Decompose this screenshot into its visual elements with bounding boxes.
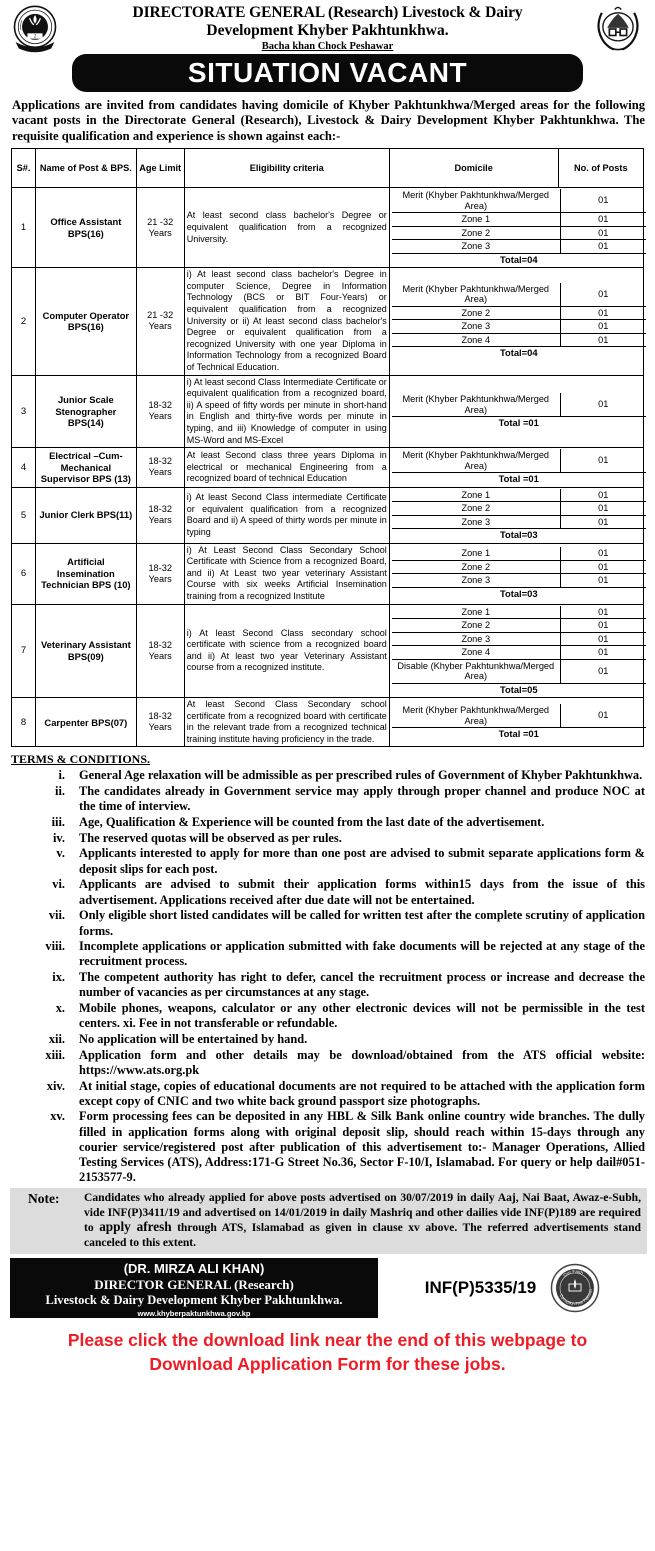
cell-post-name: Office Assistant BPS(16) bbox=[36, 188, 136, 268]
situation-vacant-banner-wrap bbox=[0, 54, 655, 92]
table-row bbox=[12, 188, 644, 268]
note-block bbox=[10, 1188, 647, 1254]
terms-item bbox=[11, 1109, 645, 1185]
cell-domicile-group bbox=[389, 604, 643, 698]
domicile-total: Total=04 bbox=[499, 347, 538, 359]
terms-item bbox=[11, 768, 645, 783]
terms-item-text: Incomplete applications or application submitted with fake documents will be rejected at any stage of the recruitment process. bbox=[79, 939, 645, 969]
domicile-name: Merit (Khyber Pakhtunkhwa/Merged Area) bbox=[392, 704, 561, 728]
domicile-post-count: 01 bbox=[560, 632, 646, 646]
cell-domicile-group bbox=[389, 487, 643, 543]
terms-item-text: At initial stage, copies of educational documents are not required to be attached with the application form except copy of CNIC and two white back ground passport size photographs. bbox=[79, 1078, 645, 1108]
domicile-name: Zone 4 bbox=[392, 646, 561, 660]
domicile-name: Zone 3 bbox=[392, 240, 561, 254]
cell-sn: 4 bbox=[12, 448, 36, 488]
terms-item-number: xv. bbox=[50, 1109, 65, 1124]
terms-item bbox=[11, 1048, 645, 1078]
domicile-breakdown-table bbox=[392, 489, 646, 542]
domicile-row bbox=[392, 240, 646, 254]
domicile-post-count: 01 bbox=[560, 646, 646, 660]
domicile-row bbox=[392, 560, 646, 574]
vacancy-table bbox=[11, 148, 644, 747]
domicile-name: Zone 1 bbox=[392, 489, 561, 502]
domicile-post-count: 01 bbox=[560, 659, 646, 683]
inf-code-area bbox=[378, 1258, 647, 1318]
cell-age-limit: 18-32 Years bbox=[136, 698, 184, 747]
note-text-part2: through ATS, Islamabad as given in clause xv above. The referred advertisements stand canceled to this extent. bbox=[84, 1221, 641, 1249]
domicile-name: Merit (Khyber Pakhtunkhwa/Merged Area) bbox=[392, 449, 561, 473]
domicile-name: Merit (Khyber Pakhtunkhwa/Merged Area) bbox=[392, 283, 561, 307]
terms-item-number: vii. bbox=[48, 908, 65, 923]
org-name-line1: DIRECTORATE GENERAL (Research) Livestock & Dairy bbox=[132, 4, 523, 21]
cell-eligibility: i) At Least Second Class Secondary School Certificate with Science from a recognized Board, and ii) At Least two year veterinary Assistant Course with six weeks Artificial Insemination training from a recognized Institute bbox=[184, 543, 389, 604]
cell-post-name: Veterinary Assistant BPS(09) bbox=[36, 604, 136, 698]
column-header-sn: S#. bbox=[12, 149, 36, 188]
domicile-row bbox=[392, 320, 646, 334]
terms-item-text: General Age relaxation will be admissible as per prescribed rules of Government of Khyber Pakhtunkhwa. bbox=[79, 768, 643, 783]
table-row bbox=[12, 448, 644, 488]
intro-paragraph: Applications are invited from candidates having domicile of Khyber Pakhtunkhwa/Merged areas for the following vacant posts in the Directorate General (Research), Livestock & Dairy Development Khyber Pakhtunkhwa. The requisite qualification and experience is shown against each:- bbox=[12, 98, 645, 143]
terms-item-text: Only eligible short listed candidates will be called for written test after the complete scrutiny of application forms. bbox=[79, 908, 645, 938]
domicile-post-count: 01 bbox=[560, 189, 646, 213]
domicile-post-count: 01 bbox=[560, 704, 646, 728]
terms-item bbox=[11, 846, 645, 876]
terms-item-text: Applicants are advised to submit their application forms within15 days from the issue of this advertisement. Applications received after due date will not be entertained. bbox=[79, 877, 645, 907]
domicile-post-count: 01 bbox=[560, 502, 646, 516]
domicile-post-count: 01 bbox=[560, 306, 646, 320]
domicile-total-row bbox=[392, 529, 646, 542]
cell-post-name: Artificial Insemination Technician BPS (10) bbox=[36, 543, 136, 604]
cell-eligibility: i) At least second Class Intermediate Certificate or equivalent qualification from a recognized board, ii) A speed of fifty words per minute in short-hand in English and thirty-five words per minute in typing, and iii) Knowledge of computer in using MS-Word and MS-Excel bbox=[184, 375, 389, 448]
domicile-name: Zone 2 bbox=[392, 560, 561, 574]
org-name-line2: Development Khyber Pakhtunkhwa. bbox=[206, 22, 449, 39]
cell-age-limit: 18-32 Years bbox=[136, 375, 184, 448]
domicile-row bbox=[392, 659, 646, 683]
domicile-post-count: 01 bbox=[560, 560, 646, 574]
terms-item-text: Mobile phones, weapons, calculator or any other electronic devices will not be permissible in the test centers. xi. Fee in not transferable or refundable. bbox=[79, 1001, 645, 1031]
domicile-row bbox=[392, 449, 646, 473]
cell-post-name: Junior Scale Stenographer BPS(14) bbox=[36, 375, 136, 448]
domicile-total-row bbox=[392, 253, 646, 266]
domicile-row bbox=[392, 547, 646, 560]
domicile-name: Merit (Khyber Pakhtunkhwa/Merged Area) bbox=[392, 393, 561, 417]
terms-item-number: xiii. bbox=[45, 1047, 65, 1062]
domicile-post-count: 01 bbox=[560, 283, 646, 307]
cell-post-name: Junior Clerk BPS(11) bbox=[36, 487, 136, 543]
terms-item-number: vi. bbox=[52, 877, 65, 892]
terms-item bbox=[11, 784, 645, 814]
cell-post-name: Computer Operator BPS(16) bbox=[36, 268, 136, 375]
domicile-total-row bbox=[392, 417, 646, 430]
domicile-post-count: 01 bbox=[560, 619, 646, 633]
terms-item bbox=[11, 1001, 645, 1031]
domicile-breakdown-table bbox=[392, 189, 646, 266]
domicile-name: Zone 2 bbox=[392, 226, 561, 240]
cell-domicile-group bbox=[389, 543, 643, 604]
cell-age-limit: 18-32 Years bbox=[136, 487, 184, 543]
domicile-row bbox=[392, 515, 646, 529]
cell-eligibility: i) At least Second Class intermediate Certificate or equivalent qualification from a recognized Board and ii) A speed of thirty words per minute in typing bbox=[184, 487, 389, 543]
terms-item-text: Age, Qualification & Experience will be counted from the last date of the advertisement. bbox=[79, 815, 545, 830]
terms-item bbox=[11, 908, 645, 938]
cell-eligibility: At least second class bachelor's Degree or equivalent qualification from a recognized University. bbox=[184, 188, 389, 268]
domicile-name: Zone 1 bbox=[392, 606, 561, 619]
domicile-post-count: 01 bbox=[560, 515, 646, 529]
domicile-breakdown-table bbox=[392, 283, 646, 360]
cell-post-name: Electrical –Cum- Mechanical Supervisor BPS (13) bbox=[36, 448, 136, 488]
domicile-total: Total=03 bbox=[499, 529, 538, 541]
terms-item-number: x. bbox=[55, 1001, 65, 1016]
domicile-name: Zone 2 bbox=[392, 619, 561, 633]
terms-item-text: Application form and other details may be download/obtained from the ATS official website: https://www.ats.org.pk bbox=[79, 1047, 645, 1077]
table-row bbox=[12, 698, 644, 747]
note-text-part1: Candidates who already applied for above posts advertised on 30/07/2019 in daily Aaj, Nai Baat, Awaz-e-Subh, vide INF(P)3411/19 and advertised on 14/01/2019 in daily Mashriq and other dailies vide INF(P)189 are required to bbox=[84, 1191, 641, 1235]
terms-item-number: iii. bbox=[51, 815, 65, 830]
domicile-post-count: 01 bbox=[560, 226, 646, 240]
org-address: Bacha khan Chock Peshawar bbox=[261, 41, 394, 52]
domicile-row bbox=[392, 226, 646, 240]
svg-text:2: 2 bbox=[33, 34, 37, 40]
note-text bbox=[84, 1191, 641, 1250]
terms-item bbox=[11, 1079, 645, 1109]
terms-item-number: viii. bbox=[45, 939, 65, 954]
table-header-row bbox=[12, 149, 644, 188]
cell-sn: 6 bbox=[12, 543, 36, 604]
table-row bbox=[12, 543, 644, 604]
terms-item-text: Applicants interested to apply for more than one post are advised to submit separate applications form & deposit slips for each post. bbox=[79, 846, 645, 876]
terms-item-text: Form processing fees can be deposited in any HBL & Silk Bank online country wide branches. The dully filled in application forms along with original deposit slip, should reach within 15-days through any courier service/registered post after publication of this advertisement to:- Manager Operations, Allied Testing Services (ATS), Address:171-G Street No.36, Sector F-10/I, Islamabad. For query or help dail#051-2153577-9. bbox=[79, 1109, 645, 1185]
domicile-total: Total=04 bbox=[499, 253, 538, 265]
cell-sn: 8 bbox=[12, 698, 36, 747]
domicile-row bbox=[392, 502, 646, 516]
domicile-total: Total =01 bbox=[498, 473, 539, 485]
signatory-designation: DIRECTOR GENERAL (Research) bbox=[94, 1277, 294, 1293]
domicile-breakdown-table bbox=[392, 606, 646, 697]
svg-text:Corruption Free Pakistan: Corruption Free Pakistan bbox=[558, 1288, 594, 1307]
column-header-post: Name of Post & BPS. bbox=[36, 149, 136, 188]
table-row bbox=[12, 487, 644, 543]
domicile-name: Zone 3 bbox=[392, 632, 561, 646]
domicile-row bbox=[392, 189, 646, 213]
signatory-department: Livestock & Dairy Development Khyber Pakhtunkhwa. bbox=[45, 1293, 343, 1308]
cell-age-limit: 21 -32 Years bbox=[136, 268, 184, 375]
domicile-row bbox=[392, 306, 646, 320]
domicile-breakdown-table bbox=[392, 449, 646, 486]
column-header-age: Age Limit bbox=[136, 149, 184, 188]
header-title-block bbox=[0, 4, 655, 54]
cell-age-limit: 18-32 Years bbox=[136, 543, 184, 604]
signature-footer bbox=[10, 1258, 647, 1318]
cell-sn: 1 bbox=[12, 188, 36, 268]
cell-age-limit: 21 -32 Years bbox=[136, 188, 184, 268]
terms-item bbox=[11, 1032, 645, 1047]
terms-item bbox=[11, 970, 645, 1000]
domicile-row bbox=[392, 574, 646, 588]
cell-sn: 7 bbox=[12, 604, 36, 698]
cell-domicile-group bbox=[389, 698, 643, 747]
domicile-row bbox=[392, 333, 646, 347]
terms-item-text: The competent authority has right to defer, cancel the recruitment process or increase and decrease the number of vacancies as per circumstances at any stage. bbox=[79, 970, 645, 1000]
domicile-total-row bbox=[392, 728, 646, 741]
note-label: Note: bbox=[28, 1191, 60, 1207]
table-row bbox=[12, 375, 644, 448]
domicile-post-count: 01 bbox=[560, 240, 646, 254]
signatory-website[interactable]: www.khyberpaktunkhwa.gov.kp bbox=[137, 1309, 251, 1319]
terms-item-number: v. bbox=[56, 846, 65, 861]
domicile-name: Zone 4 bbox=[392, 333, 561, 347]
domicile-breakdown-table bbox=[392, 393, 646, 430]
terms-list bbox=[11, 768, 645, 1185]
domicile-row bbox=[392, 393, 646, 417]
cell-eligibility: At least Second class three years Diploma in electrical or mechanical Engineering from a recognized board of technical Education bbox=[184, 448, 389, 488]
callout-line1: Please click the download link near the end of this webpage to bbox=[67, 1330, 588, 1351]
terms-item bbox=[11, 939, 645, 969]
domicile-row bbox=[392, 283, 646, 307]
inf-code: INF(P)5335/19 bbox=[424, 1278, 537, 1298]
domicile-row bbox=[392, 489, 646, 502]
column-header-eligibility: Eligibility criteria bbox=[184, 149, 389, 188]
domicile-post-count: 01 bbox=[560, 320, 646, 334]
terms-item-text: The candidates already in Government service may apply through proper channel and produce NOC at the time of interview. bbox=[79, 784, 645, 814]
vacancy-table-body bbox=[12, 188, 644, 747]
note-emphasis: apply afresh bbox=[99, 1219, 172, 1235]
cell-age-limit: 18-32 Years bbox=[136, 604, 184, 698]
terms-item-number: i. bbox=[58, 768, 65, 783]
signature-block bbox=[10, 1258, 378, 1318]
signatory-name: (DR. MIRZA ALI KHAN) bbox=[123, 1261, 265, 1277]
column-header-posts: No. of Posts bbox=[558, 149, 643, 188]
domicile-breakdown-table bbox=[392, 704, 646, 741]
livestock-dairy-department-crest-icon bbox=[6, 2, 64, 56]
domicile-post-count: 01 bbox=[560, 606, 646, 619]
cell-eligibility: At least Second Class Secondary school certificate from a recognized board with certificate in the relevant trade from a recognized technical training institute having proficiency in the trade. bbox=[184, 698, 389, 747]
domicile-total-row bbox=[392, 347, 646, 360]
domicile-total: Total=03 bbox=[499, 587, 538, 599]
domicile-total: Total =01 bbox=[498, 728, 539, 740]
domicile-name: Zone 1 bbox=[392, 213, 561, 227]
domicile-row bbox=[392, 632, 646, 646]
cell-sn: 3 bbox=[12, 375, 36, 448]
domicile-row bbox=[392, 646, 646, 660]
callout-line2: Download Application Form for these jobs. bbox=[149, 1354, 506, 1375]
vacancy-table-head bbox=[12, 149, 644, 188]
domicile-row bbox=[392, 606, 646, 619]
domicile-post-count: 01 bbox=[560, 213, 646, 227]
our-faith-corruption-free-pakistan-seal-icon bbox=[550, 1263, 600, 1313]
domicile-post-count: 01 bbox=[560, 547, 646, 560]
terms-item bbox=[11, 815, 645, 830]
table-row bbox=[12, 268, 644, 375]
domicile-name: Disable (Khyber Pakhtunkhwa/Merged Area) bbox=[392, 659, 561, 683]
domicile-total-row bbox=[392, 587, 646, 600]
terms-item-text: The reserved quotas will be observed as per rules. bbox=[79, 830, 342, 845]
domicile-name: Zone 2 bbox=[392, 306, 561, 320]
domicile-name: Zone 1 bbox=[392, 547, 561, 560]
domicile-row bbox=[392, 704, 646, 728]
domicile-total-row bbox=[392, 473, 646, 486]
cell-eligibility: i) At least second class bachelor's Degree in computer Science, Degree in Information Technology (BCS or BIT Four-Years) or equivalent qualification from a recognized University or ii) At least second class bachelor's Degree or equivalent qualification from a recognized University with one year Diploma in Information Technology from a recognized Board of Technical Education. bbox=[184, 268, 389, 375]
domicile-post-count: 01 bbox=[560, 574, 646, 588]
domicile-post-count: 01 bbox=[560, 333, 646, 347]
cell-sn: 5 bbox=[12, 487, 36, 543]
cell-post-name: Carpenter BPS(07) bbox=[36, 698, 136, 747]
domicile-total: Total =01 bbox=[498, 417, 539, 429]
terms-item-number: iv. bbox=[52, 830, 65, 845]
domicile-name: Zone 3 bbox=[392, 320, 561, 334]
domicile-name: Zone 2 bbox=[392, 502, 561, 516]
cell-domicile-group bbox=[389, 375, 643, 448]
terms-item-number: ix. bbox=[52, 970, 65, 985]
domicile-breakdown-table bbox=[392, 547, 646, 600]
cell-eligibility: i) At least Second Class secondary school certificate with science from a recognized board and ii) At least two year Veterinary Assistant course from a recognized institute. bbox=[184, 604, 389, 698]
terms-title: TERMS & CONDITIONS. bbox=[11, 752, 151, 767]
domicile-total-row bbox=[392, 683, 646, 696]
terms-item bbox=[11, 831, 645, 846]
cell-domicile-group bbox=[389, 268, 643, 375]
page-header bbox=[0, 0, 655, 58]
cell-sn: 2 bbox=[12, 268, 36, 375]
terms-item bbox=[11, 877, 645, 907]
terms-item-number: ii. bbox=[55, 784, 65, 799]
situation-vacant-banner: SITUATION VACANT bbox=[72, 54, 583, 92]
domicile-post-count: 01 bbox=[560, 393, 646, 417]
terms-item-text: No application will be entertained by hand. bbox=[79, 1031, 308, 1046]
column-header-domicile: Domicile bbox=[389, 149, 558, 188]
domicile-post-count: 01 bbox=[560, 489, 646, 502]
svg-text:Our Faith: Our Faith bbox=[562, 1269, 585, 1278]
cell-age-limit: 18-32 Years bbox=[136, 448, 184, 488]
table-row bbox=[12, 604, 644, 698]
domicile-name: Merit (Khyber Pakhtunkhwa/Merged Area) bbox=[392, 189, 561, 213]
domicile-name: Zone 3 bbox=[392, 574, 561, 588]
terms-item-number: xiv. bbox=[46, 1078, 65, 1093]
terms-item-number: xii. bbox=[48, 1031, 65, 1046]
government-wreath-emblem-icon bbox=[589, 2, 647, 56]
cell-domicile-group bbox=[389, 448, 643, 488]
download-callout bbox=[0, 1328, 655, 1376]
domicile-row bbox=[392, 619, 646, 633]
domicile-name: Zone 3 bbox=[392, 515, 561, 529]
domicile-row bbox=[392, 213, 646, 227]
domicile-post-count: 01 bbox=[560, 449, 646, 473]
domicile-total: Total=05 bbox=[499, 683, 538, 695]
cell-domicile-group bbox=[389, 188, 643, 268]
